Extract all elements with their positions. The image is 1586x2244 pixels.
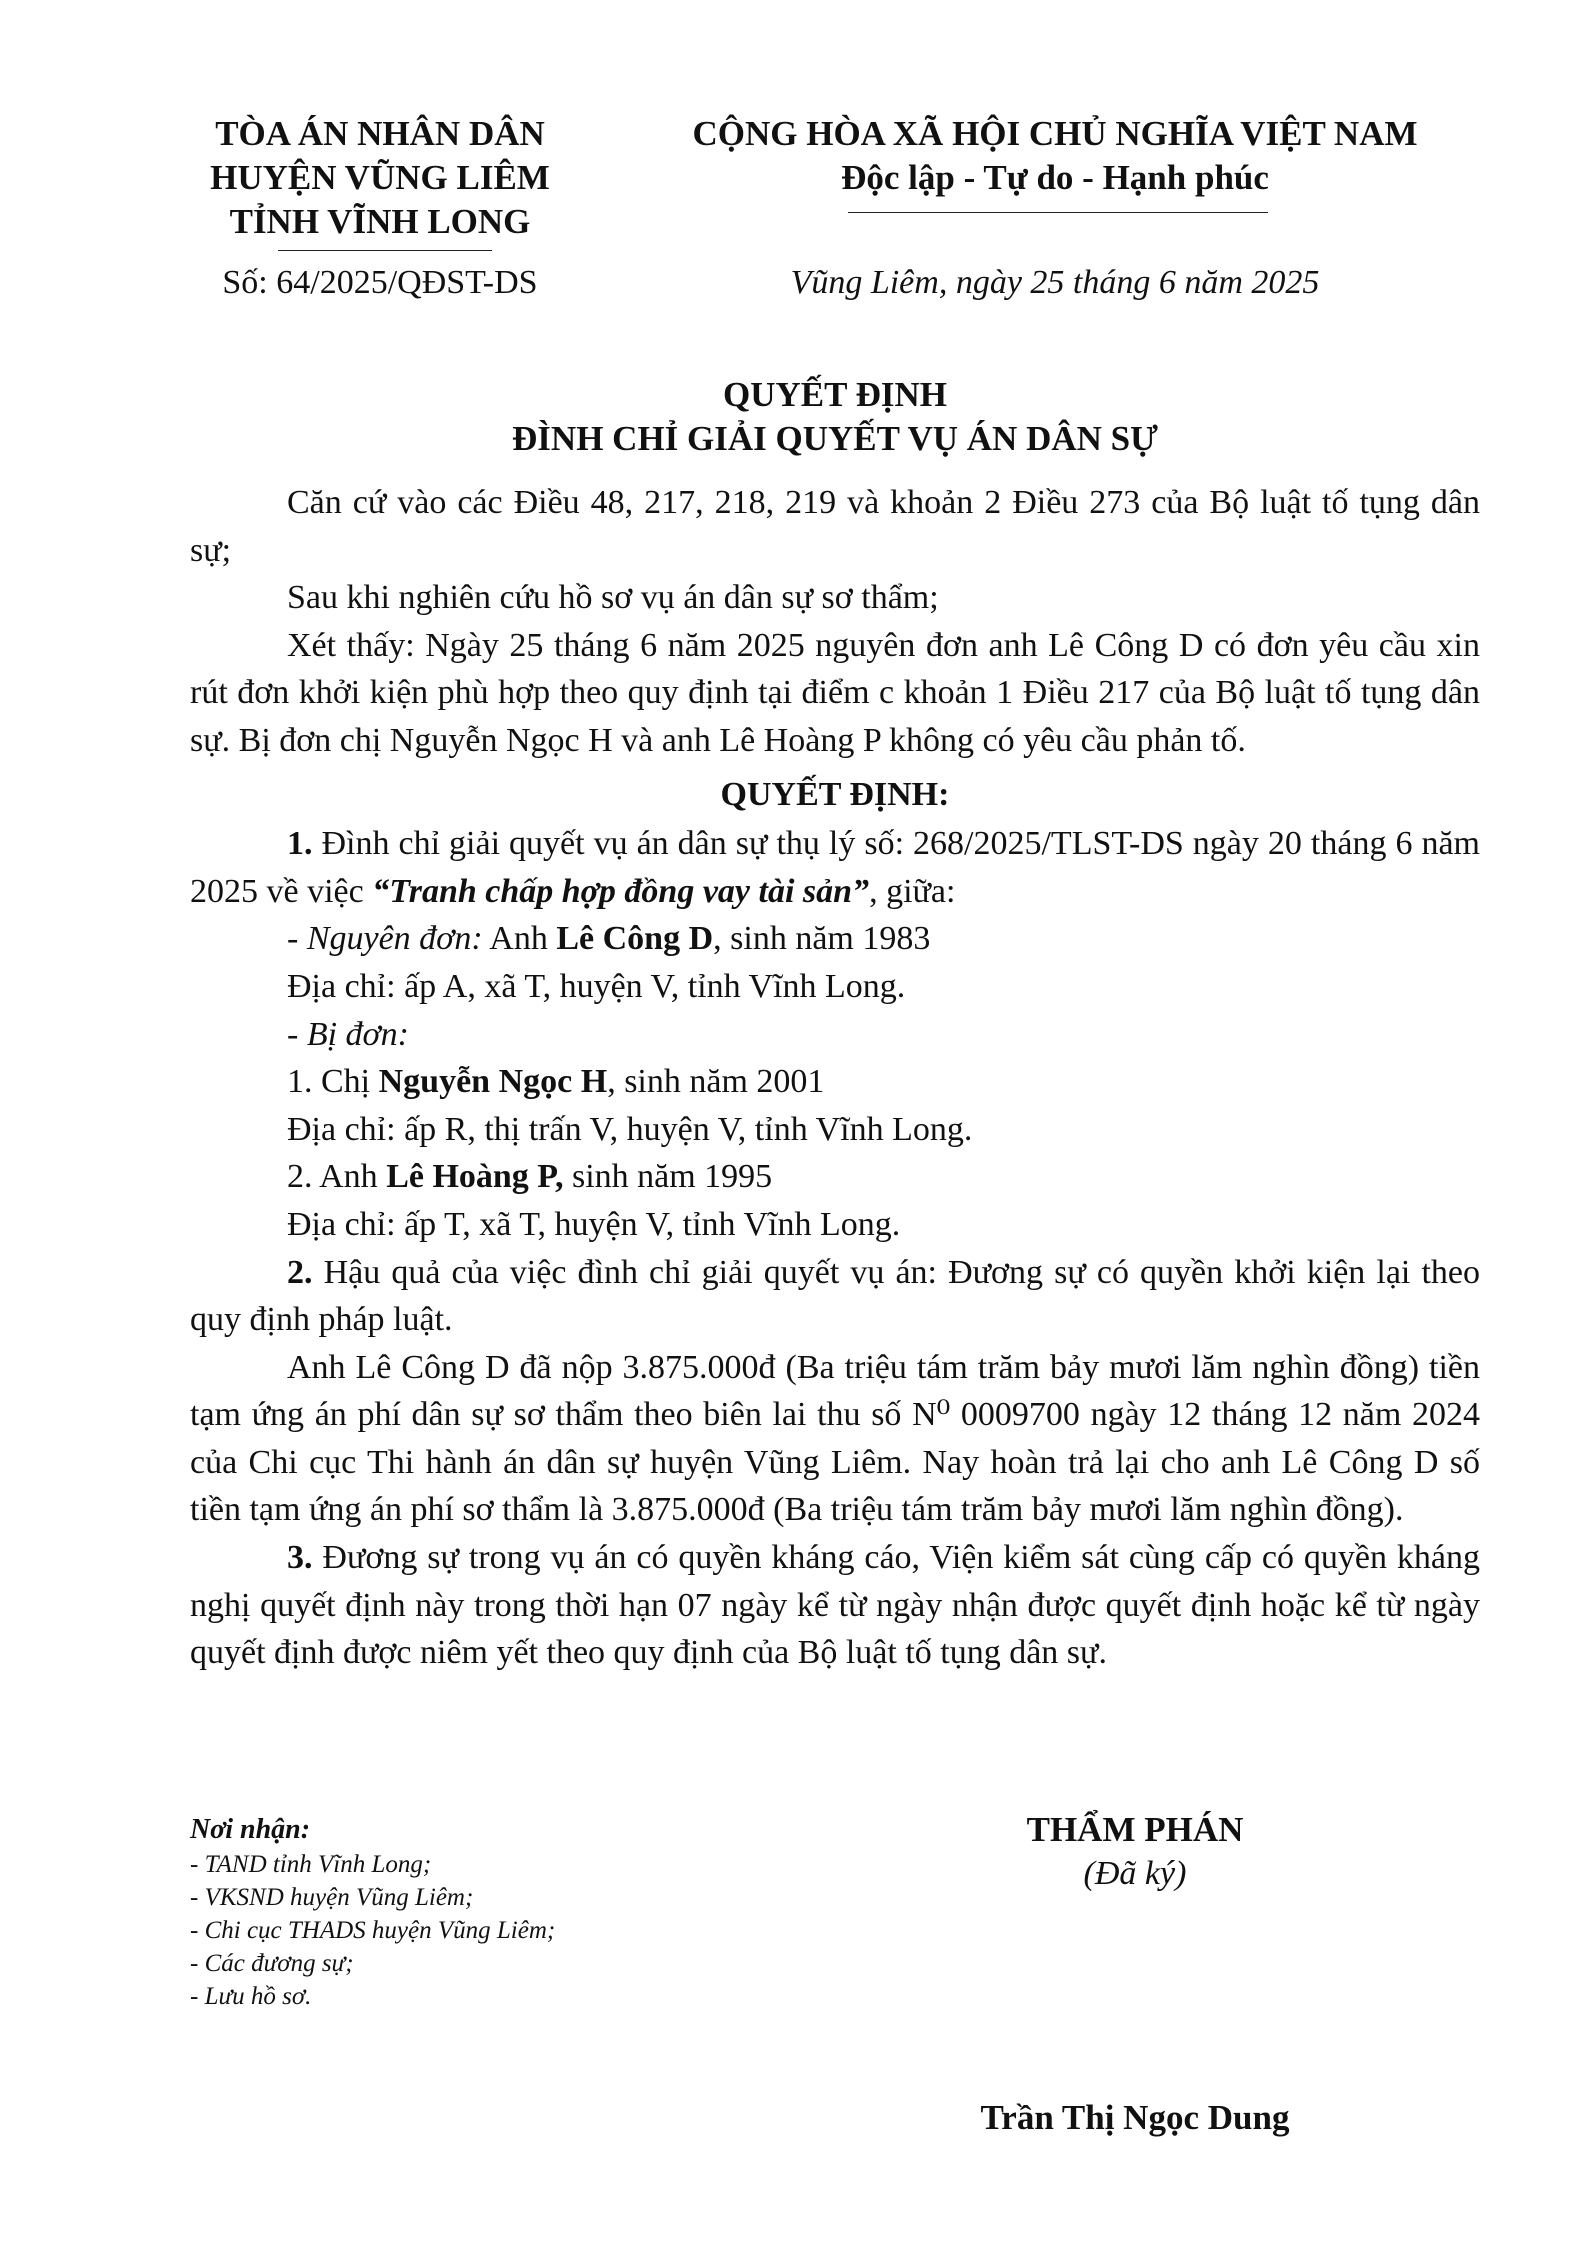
signed-status: (Đã ký) — [1083, 1855, 1187, 1892]
decision-item-2 — [190, 1249, 1480, 1344]
consideration-paragraph: Xét thấy: Ngày 25 tháng 6 năm 2025 nguyên đơn anh Lê Công D có đơn yêu cầu xin rút đơn khởi kiện phù hợp theo quy định tại điểm c khoản 1 Điều 217 của Bộ luật tố tụng dân sự. Bị đơn chị Nguyễn Ngọc H và anh Lê Hoàng P không có yêu cầu phản tố. — [190, 626, 1480, 759]
recipients-heading: Nơi nhận: — [190, 1814, 311, 1845]
defendant-1-line — [190, 1058, 1480, 1106]
item-1-number: 1. — [287, 825, 313, 863]
defendant-2-line — [190, 1153, 1480, 1201]
signer-title: THẨM PHÁN — [1026, 1810, 1244, 1849]
defendant-2-prefix: 2. Anh — [287, 1158, 387, 1196]
defendant-1-birth: , sinh năm 2001 — [607, 1063, 825, 1101]
plaintiff-name: Lê Công D — [556, 920, 714, 958]
decision-item-1 — [190, 820, 1480, 915]
fee-text-b: 0009700 ngày 12 tháng 12 năm 2024 của Chi cục Thi hành án dân sự huyện Vũng Liêm. Nay hoàn trả lại cho anh Lê Công D số tiền tạm ứng án phí sơ thẩm là 3.875.000đ (Ba triệu tám trăm bảy mươi lăm nghìn đồng). — [190, 1396, 1480, 1529]
title-line-1: QUYẾT ĐỊNH — [723, 375, 947, 414]
defendant-1-name: Nguyễn Ngọc H — [378, 1063, 608, 1101]
plaintiff-line — [190, 915, 1480, 963]
defendant-2-address: Địa chỉ: ấp T, xã T, huyện V, tỉnh Vĩnh Long. — [287, 1205, 901, 1243]
receipt-number-symbol: N⁰ — [912, 1396, 951, 1434]
legal-basis-paragraph: Căn cứ vào các Điều 48, 217, 218, 219 và khoản 2 Điều 273 của Bộ luật tố tụng dân sự; — [190, 484, 1480, 569]
item-3-text: Đương sự trong vụ án có quyền kháng cáo, Viện kiểm sát cùng cấp có quyền kháng nghị quyết định này trong thời hạn 07 ngày kể từ ngày nhận được quyết định hoặc kể từ ngày quyết định được niêm yết theo quy định của Bộ luật tố tụng dân sự. — [190, 1539, 1480, 1672]
plaintiff-birth: , sinh năm 1983 — [713, 920, 931, 958]
recipient-item: - Các đương sự; — [190, 1950, 354, 1977]
item-3-number: 3. — [287, 1539, 313, 1577]
plaintiff-label: - Nguyên đơn: — [287, 920, 483, 958]
plaintiff-prefix: Anh — [482, 920, 557, 958]
document-title — [190, 373, 1480, 461]
recipient-item: - VKSND huyện Vũng Liêm; — [190, 1884, 474, 1911]
decision-item-3 — [190, 1534, 1480, 1677]
recipient-item: - Lưu hồ sơ. — [190, 1983, 312, 2010]
signature-block — [900, 1808, 1370, 1896]
place-date: Vũng Liêm, ngày 25 tháng 6 năm 2025 — [790, 264, 1320, 301]
national-motto: Độc lập - Tự do - Hạnh phúc — [841, 158, 1269, 197]
document-number: Số: 64/2025/QĐST-DS — [222, 264, 538, 301]
research-paragraph: Sau khi nghiên cứu hồ sơ vụ án dân sự sơ thẩm; — [287, 579, 939, 617]
court-name-line-3: TỈNH VĨNH LONG — [229, 202, 531, 241]
title-line-2: ĐÌNH CHỈ GIẢI QUYẾT VỤ ÁN DÂN SỰ — [512, 419, 1158, 458]
item-1-text-a: Đình chỉ giải quyết vụ án dân sự thụ lý số: 268/2025/TLST-DS ngày 20 tháng 6 năm 2025 về việc — [190, 825, 1480, 910]
decision-heading: QUYẾT ĐỊNH: — [720, 775, 950, 813]
motto-underline — [848, 212, 1268, 213]
defendants-label: - Bị đơn: — [287, 1015, 410, 1053]
item-1-text-b: , giữa: — [869, 872, 956, 910]
court-header — [150, 112, 610, 244]
defendant-2-birth: sinh năm 1995 — [563, 1158, 773, 1196]
plaintiff-address: Địa chỉ: ấp A, xã T, huyện V, tỉnh Vĩnh Long. — [287, 967, 906, 1005]
nation-header — [640, 112, 1470, 200]
recipient-item: - TAND tỉnh Vĩnh Long; — [190, 1851, 432, 1878]
item-2-text: Hậu quả của việc đình chỉ giải quyết vụ án: Đương sự có quyền khởi kiện lại theo quy định pháp luật. — [190, 1253, 1480, 1339]
signer-name: Trần Thị Ngọc Dung — [980, 2098, 1290, 2137]
court-fee-paragraph — [190, 1344, 1480, 1534]
court-name-line-1: TÒA ÁN NHÂN DÂN — [215, 114, 545, 153]
recipient-item: - Chi cục THADS huyện Vũng Liêm; — [190, 1917, 556, 1944]
defendant-1-address: Địa chỉ: ấp R, thị trấn V, huyện V, tỉnh Vĩnh Long. — [287, 1110, 973, 1148]
case-title: “Tranh chấp hợp đồng vay tài sản” — [372, 872, 870, 910]
fee-text-a: Anh Lê Công D đã nộp 3.875.000đ (Ba triệu tám trăm bảy mươi lăm nghìn đồng) tiền tạm ứng án phí dân sự sơ thẩm theo biên lai thu số — [190, 1348, 1480, 1434]
item-2-number: 2. — [287, 1253, 313, 1291]
defendant-2-name: Lê Hoàng P, — [386, 1158, 564, 1196]
defendant-1-prefix: 1. Chị — [287, 1063, 379, 1101]
recipients-block — [190, 1812, 750, 2013]
court-name-line-2: HUYỆN VŨNG LIÊM — [210, 158, 550, 197]
document-body — [190, 479, 1480, 1677]
nation-name: CỘNG HÒA XÃ HỘI CHỦ NGHĨA VIỆT NAM — [692, 114, 1418, 153]
court-header-underline — [278, 250, 492, 251]
